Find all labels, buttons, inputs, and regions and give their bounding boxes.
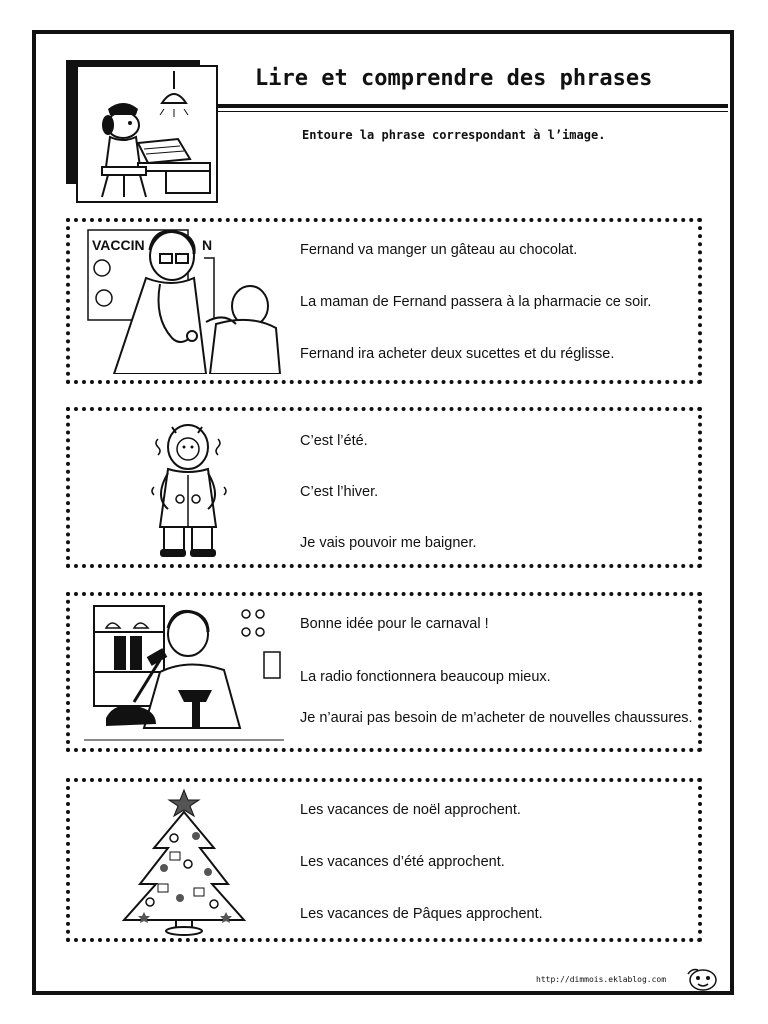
sentence-2-3[interactable]: Je vais pouvoir me baigner. [300, 535, 477, 551]
sentence-2-2[interactable]: C’est l’hiver. [300, 484, 379, 500]
sentence-3-3[interactable]: Je n’aurai pas besoin de m’acheter de nouvelles chaussures. [300, 710, 693, 726]
sentence-4-1[interactable]: Les vacances de noël approchent. [300, 802, 521, 818]
exercise-card-1 [66, 218, 702, 384]
sentence-3-1[interactable]: Bonne idée pour le carnaval ! [300, 616, 489, 632]
sentence-3-2[interactable]: La radio fonctionnera beaucoup mieux. [300, 669, 551, 685]
exercise-card-4 [66, 778, 702, 942]
instruction-text: Entoure la phrase correspondant à l’image. [302, 128, 606, 142]
sentence-1-2[interactable]: La maman de Fernand passera à la pharmacie ce soir. [300, 294, 652, 310]
dog-reading-book-icon [76, 65, 218, 203]
child-shivering-winter-illustration [84, 417, 284, 563]
exercise-card-2 [66, 407, 702, 568]
sentence-4-2[interactable]: Les vacances d’été approchent. [300, 854, 505, 870]
cobbler-repairing-shoe-illustration [84, 602, 284, 748]
header-image-box [76, 65, 220, 205]
page-title: Lire et comprendre des phrases [255, 66, 653, 91]
mascot-face-icon [686, 966, 720, 997]
svg-text:N: N [202, 237, 213, 253]
title-underline [218, 104, 728, 108]
sentence-1-3[interactable]: Fernand ira acheter deux sucettes et du réglisse. [300, 346, 615, 362]
exercise-card-3 [66, 592, 702, 752]
sentence-1-1[interactable]: Fernand va manger un gâteau au chocolat. [300, 242, 578, 258]
poster-text: VACCIN [92, 237, 145, 253]
title-underline-thin [218, 111, 728, 112]
doctor-stethoscope-illustration [84, 228, 284, 374]
sentence-4-3[interactable]: Les vacances de Pâques approchent. [300, 906, 543, 922]
christmas-tree-illustration [84, 788, 284, 934]
sentence-2-1[interactable]: C’est l’été. [300, 433, 368, 449]
footer-url[interactable]: http://dimmois.eklablog.com [536, 975, 667, 984]
